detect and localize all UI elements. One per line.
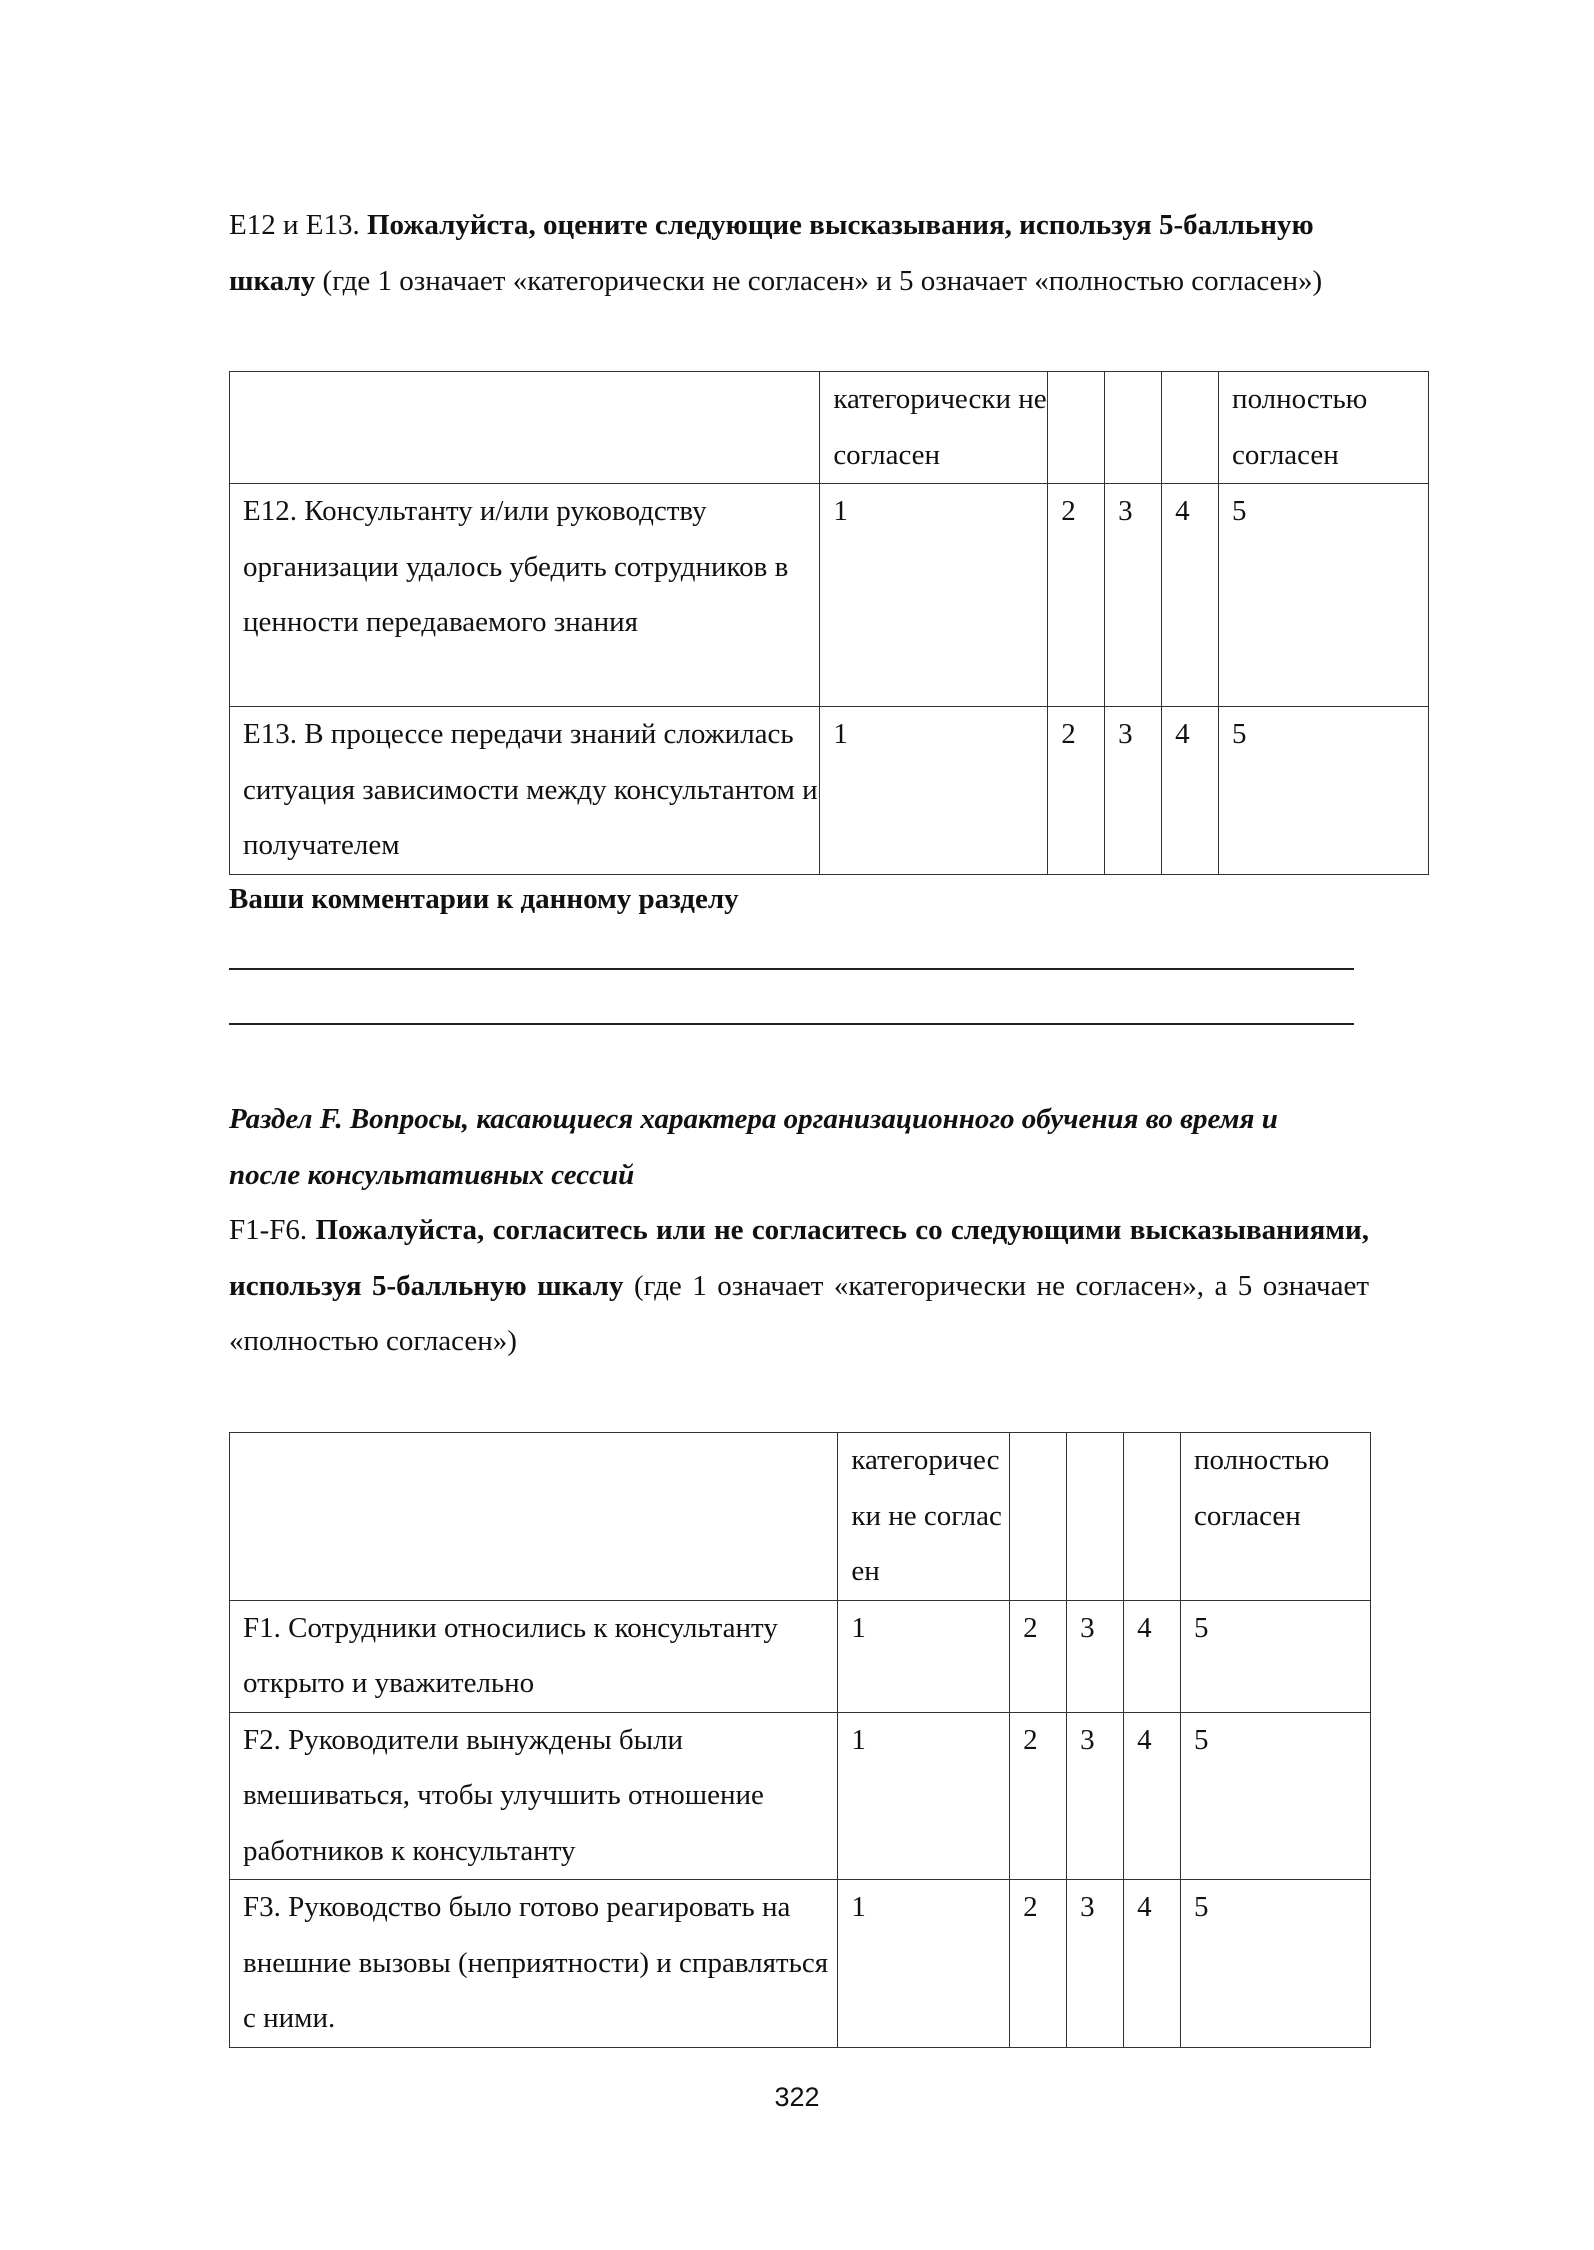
table-f (229, 1432, 1371, 2048)
rating-1: 1 (820, 707, 1048, 875)
e-comments (229, 872, 1354, 928)
e-intro-bold: Пожалуйста, оцените следующие высказывания, используя 5-балльную шкалу (229, 209, 1314, 297)
f-intro-bold: Пожалуйста, согласитесь или не согласитесь со следующими высказываниями, используя 5-балльную шкалу (229, 1214, 1369, 1302)
rating-1: 1 (838, 1712, 1010, 1880)
rating-3: 3 (1067, 1600, 1124, 1712)
f-intro (229, 1203, 1369, 1370)
table-f-header-right: полностью согласен (1181, 1433, 1371, 1601)
e-intro (229, 198, 1354, 309)
table-e-header-blank (230, 372, 820, 484)
rating-5: 5 (1181, 1880, 1371, 2048)
rating-3: 3 (1067, 1712, 1124, 1880)
rating-2: 2 (1010, 1600, 1067, 1712)
rating-1: 1 (838, 1600, 1010, 1712)
row-label: E13. В процессе передачи знаний сложилась ситуация зависимости между консультантом и получателем (230, 707, 820, 875)
rating-2: 2 (1010, 1712, 1067, 1880)
rating-4: 4 (1162, 707, 1219, 875)
section-f-title: Раздел F. Вопросы, касающиеся характера организационного обучения во время и после консультативных сессий (229, 1103, 1278, 1191)
rating-1: 1 (820, 484, 1048, 707)
table-e-header (230, 372, 1429, 484)
e-intro-prefix: E12 и E13. (229, 209, 367, 241)
rating-2: 2 (1048, 707, 1105, 875)
table-row (230, 1600, 1371, 1712)
rating-5: 5 (1181, 1600, 1371, 1712)
table-f-header-left: категорически не согласен (838, 1433, 1010, 1601)
row-label: F3. Руководство было готово реагировать на внешние вызовы (неприятности) и справляться с ними. (230, 1880, 838, 2048)
rating-5: 5 (1219, 484, 1429, 707)
row-label: F1. Сотрудники относились к консультанту открыто и уважительно (230, 1600, 838, 1712)
rating-4: 4 (1124, 1600, 1181, 1712)
comments-label: Ваши комментарии к данному разделу (229, 883, 739, 915)
row-label: E12. Консультанту и/или руководству организации удалось убедить сотрудников в ценности передаваемого знания (230, 484, 820, 707)
rating-4: 4 (1162, 484, 1219, 707)
f-title (229, 1092, 1354, 1203)
page-number: 322 (774, 2082, 820, 2112)
rating-4: 4 (1124, 1880, 1181, 2048)
e-intro-rest: (где 1 означает «категорически не согласен» и 5 означает «полностью согласен») (315, 264, 1323, 297)
rating-2: 2 (1010, 1880, 1067, 2048)
row-label: F2. Руководители вынуждены были вмешиваться, чтобы улучшить отношение работников к консультанту (230, 1712, 838, 1880)
table-row (230, 1712, 1371, 1880)
table-row (230, 484, 1429, 707)
rating-3: 3 (1105, 707, 1162, 875)
rating-4: 4 (1124, 1712, 1181, 1880)
table-row (230, 707, 1429, 875)
rating-2: 2 (1048, 484, 1105, 707)
f-intro-rest: (где 1 означает «категорически не согласен», а 5 означает «полностью согласен») (229, 1269, 1369, 1357)
rating-3: 3 (1067, 1880, 1124, 2048)
table-e-header-right: полностью согласен (1219, 372, 1429, 484)
comment-line-2[interactable] (229, 1023, 1354, 1025)
rating-5: 5 (1181, 1712, 1371, 1880)
rating-1: 1 (838, 1880, 1010, 2048)
f-intro-prefix: F1-F6. (229, 1214, 316, 1246)
table-row (230, 1880, 1371, 2048)
rating-5: 5 (1219, 707, 1429, 875)
table-e (229, 371, 1429, 875)
table-f-header-blank (230, 1433, 838, 1601)
comment-line-1[interactable] (229, 968, 1354, 970)
table-e-header-left: категорически не согласен (820, 372, 1048, 484)
rating-3: 3 (1105, 484, 1162, 707)
table-f-header (230, 1433, 1371, 1601)
